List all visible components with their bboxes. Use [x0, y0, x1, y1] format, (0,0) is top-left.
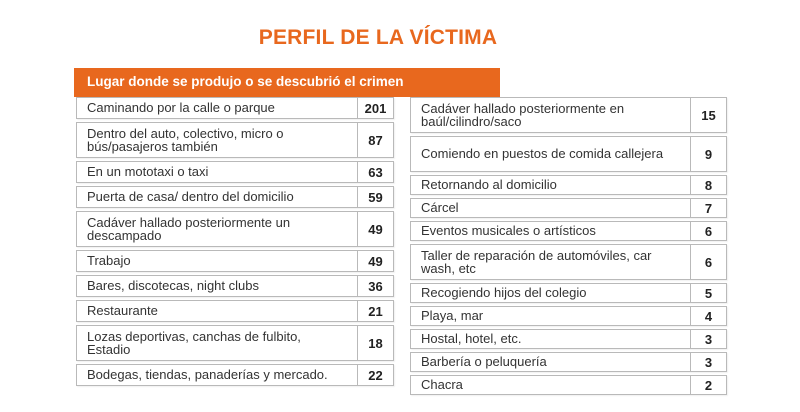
table-row [410, 283, 727, 303]
row-label: Bodegas, tiendas, panaderías y mercado. [87, 367, 328, 383]
row-value: 5 [690, 284, 726, 302]
row-value: 201 [357, 98, 393, 118]
table-row [76, 325, 394, 361]
row-value: 63 [357, 162, 393, 182]
table-row [410, 375, 727, 395]
row-label: Bares, discotecas, night clubs [87, 278, 259, 294]
row-label: Caminando por la calle o parque [87, 100, 275, 116]
row-label: Hostal, hotel, etc. [421, 331, 522, 347]
table-row [76, 300, 394, 322]
table-row [410, 352, 727, 372]
row-value: 49 [357, 251, 393, 271]
table-row [76, 211, 394, 247]
row-value: 9 [690, 137, 726, 171]
row-label: En un mototaxi o taxi [87, 164, 209, 180]
table-row [76, 122, 394, 158]
row-value: 18 [357, 326, 393, 360]
row-label: Playa, mar [421, 308, 484, 324]
table-row [410, 175, 727, 195]
right-table [410, 97, 727, 398]
row-value: 3 [690, 353, 726, 371]
row-value: 36 [357, 276, 393, 296]
table-row [76, 186, 394, 208]
row-value: 22 [357, 365, 393, 385]
table-row [410, 198, 727, 218]
table-row [76, 250, 394, 272]
table-row [410, 221, 727, 241]
left-table [76, 97, 394, 389]
row-label: Dentro del auto, colectivo, micro o bús/pasajeros también [87, 125, 284, 154]
row-value: 6 [690, 222, 726, 240]
table-row [410, 329, 727, 349]
row-label: Chacra [421, 377, 463, 393]
row-value: 21 [357, 301, 393, 321]
table-row [410, 306, 727, 326]
table-row [410, 136, 727, 172]
row-value: 87 [357, 123, 393, 157]
row-value: 2 [690, 376, 726, 394]
row-label: Restaurante [87, 303, 158, 319]
table-row [410, 97, 727, 133]
row-label: Taller de reparación de automóviles, car wash, etc [421, 247, 652, 276]
row-value: 59 [357, 187, 393, 207]
row-value: 3 [690, 330, 726, 348]
page-title: PERFIL DE LA VÍCTIMA [258, 26, 498, 49]
row-value: 49 [357, 212, 393, 246]
row-label: Barbería o peluquería [421, 354, 547, 370]
row-label: Trabajo [87, 253, 131, 269]
row-label: Cárcel [421, 200, 459, 216]
row-value: 7 [690, 199, 726, 217]
row-label: Cadáver hallado posteriormente en baúl/cilindro/saco [421, 100, 625, 129]
row-label: Retornando al domicilio [421, 177, 557, 193]
row-label: Lozas deportivas, canchas de fulbito, Estadio [87, 328, 301, 357]
row-value: 15 [690, 98, 726, 132]
row-value: 4 [690, 307, 726, 325]
row-label: Comiendo en puestos de comida callejera [421, 146, 664, 162]
table-row [76, 364, 394, 386]
section-header: Lugar donde se produjo o se descubrió el crimen [74, 68, 500, 97]
table-row [410, 244, 727, 280]
row-label: Cadáver hallado posteriormente un descampado [87, 214, 291, 243]
table-row [76, 97, 394, 119]
row-label: Recogiendo hijos del colegio [421, 285, 587, 301]
row-value: 6 [690, 245, 726, 279]
row-label: Eventos musicales o artísticos [421, 223, 596, 239]
row-label: Puerta de casa/ dentro del domicilio [87, 189, 294, 205]
table-row [76, 275, 394, 297]
table-row [76, 161, 394, 183]
row-value: 8 [690, 176, 726, 194]
